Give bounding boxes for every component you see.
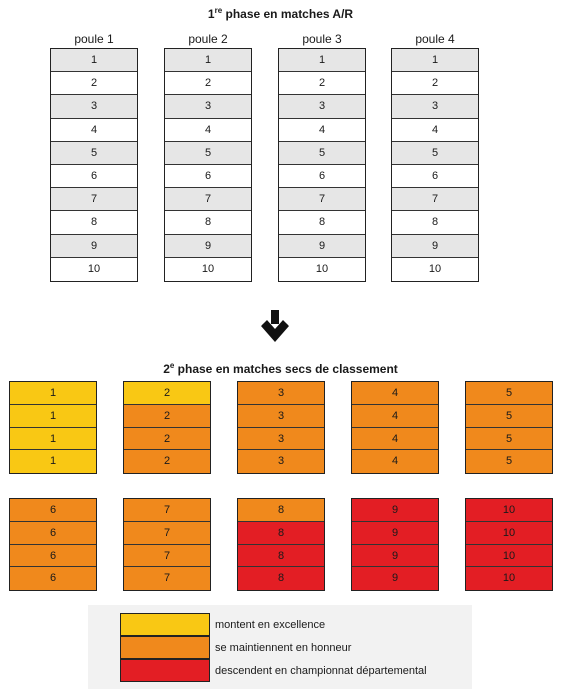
ranking-cell: 2: [124, 382, 210, 405]
pool-rank-row: 6: [279, 165, 365, 188]
pool-rank-row: 6: [392, 165, 478, 188]
pool-rank-row: 2: [392, 72, 478, 95]
pool-header: poule 3: [302, 32, 342, 46]
pool-rank-row: 9: [165, 235, 251, 258]
ranking-cell: 7: [124, 545, 210, 568]
ranking-group: [465, 498, 553, 591]
pool-rank-row: 7: [165, 188, 251, 211]
ranking-cell: 9: [352, 545, 438, 568]
pool-1: [50, 32, 138, 282]
ranking-cell: 2: [124, 428, 210, 451]
pool-rank-row: 10: [279, 258, 365, 281]
pool-table: [391, 48, 479, 282]
ranking-group: [9, 498, 97, 591]
ranking-cell: 3: [238, 428, 324, 451]
pool-rank-row: 3: [279, 95, 365, 118]
pool-rank-row: 7: [51, 188, 137, 211]
ranking-cell: 10: [466, 567, 552, 590]
pool-rank-row: 2: [165, 72, 251, 95]
phase2-title: 2e phase en matches secs de classement: [163, 361, 398, 376]
pool-rank-row: 4: [165, 119, 251, 142]
down-arrow-icon: [259, 308, 291, 344]
legend-swatch: [120, 636, 210, 659]
ranking-group: [123, 381, 211, 474]
pool-2: [164, 32, 252, 282]
ranking-cell: 5: [466, 382, 552, 405]
ranking-cell: 6: [10, 499, 96, 522]
pool-rank-row: 5: [165, 142, 251, 165]
pool-rank-row: 8: [279, 211, 365, 234]
pool-rank-row: 10: [165, 258, 251, 281]
phase1-title: 1re phase en matches A/R: [207, 6, 354, 21]
ranking-cell: 7: [124, 522, 210, 545]
pool-rank-row: 10: [392, 258, 478, 281]
pool-rank-row: 4: [51, 119, 137, 142]
ranking-cell: 3: [238, 382, 324, 405]
ranking-cell: 7: [124, 499, 210, 522]
ranking-cell: 6: [10, 522, 96, 545]
pool-rank-row: 4: [279, 119, 365, 142]
pool-rank-row: 2: [51, 72, 137, 95]
legend-label: se maintiennent en honneur: [215, 642, 352, 654]
ranking-group: [351, 498, 439, 591]
pool-table: [278, 48, 366, 282]
ranking-cell: 2: [124, 450, 210, 473]
pool-rank-row: 6: [51, 165, 137, 188]
legend-label: montent en excellence: [215, 619, 326, 631]
pool-rank-row: 10: [51, 258, 137, 281]
ranking-group: [465, 381, 553, 474]
ranking-group: [237, 498, 325, 591]
pool-3: [278, 32, 366, 282]
ranking-cell: 5: [466, 428, 552, 451]
pool-rank-row: 5: [51, 142, 137, 165]
pool-rank-row: 9: [279, 235, 365, 258]
pool-rank-row: 7: [392, 188, 478, 211]
pool-rank-row: 7: [279, 188, 365, 211]
ranking-cell: 1: [10, 405, 96, 428]
ranking-group: [9, 381, 97, 474]
ranking-cell: 3: [238, 450, 324, 473]
pool-rank-row: 1: [279, 49, 365, 72]
ranking-cell: 6: [10, 545, 96, 568]
legend-label: descendent en championnat départemental: [215, 665, 427, 677]
ranking-cell: 9: [352, 567, 438, 590]
ranking-cell: 5: [466, 450, 552, 473]
ranking-cell: 4: [352, 382, 438, 405]
pool-rank-row: 3: [392, 95, 478, 118]
pool-table: [164, 48, 252, 282]
legend-swatch: [120, 659, 210, 682]
pool-rank-row: 8: [51, 211, 137, 234]
ranking-group: [123, 498, 211, 591]
pool-rank-row: 3: [51, 95, 137, 118]
pool-rank-row: 8: [165, 211, 251, 234]
ranking-cell: 1: [10, 382, 96, 405]
pool-rank-row: 1: [51, 49, 137, 72]
ranking-cell: 8: [238, 545, 324, 568]
pool-rank-row: 1: [165, 49, 251, 72]
ranking-group: [351, 381, 439, 474]
ranking-cell: 9: [352, 522, 438, 545]
pool-rank-row: 8: [392, 211, 478, 234]
ranking-cell: 1: [10, 450, 96, 473]
pool-rank-row: 6: [165, 165, 251, 188]
ranking-cell: 7: [124, 567, 210, 590]
pool-header: poule 1: [74, 32, 114, 46]
ranking-cell: 9: [352, 499, 438, 522]
legend-swatch: [120, 613, 210, 636]
pool-rank-row: 5: [279, 142, 365, 165]
pool-4: [391, 32, 479, 282]
ranking-cell: 6: [10, 567, 96, 590]
ranking-cell: 10: [466, 499, 552, 522]
ranking-cell: 5: [466, 405, 552, 428]
pool-table: [50, 48, 138, 282]
pool-rank-row: 2: [279, 72, 365, 95]
pool-rank-row: 9: [392, 235, 478, 258]
ranking-cell: 10: [466, 545, 552, 568]
ranking-cell: 4: [352, 428, 438, 451]
ranking-cell: 1: [10, 428, 96, 451]
ranking-cell: 4: [352, 450, 438, 473]
pool-rank-row: 1: [392, 49, 478, 72]
ranking-cell: 10: [466, 522, 552, 545]
pool-rank-row: 4: [392, 119, 478, 142]
pool-header: poule 2: [188, 32, 228, 46]
ranking-cell: 8: [238, 522, 324, 545]
ranking-cell: 2: [124, 405, 210, 428]
pool-rank-row: 3: [165, 95, 251, 118]
pool-rank-row: 9: [51, 235, 137, 258]
ranking-group: [237, 381, 325, 474]
ranking-cell: 8: [238, 567, 324, 590]
ranking-cell: 3: [238, 405, 324, 428]
ranking-cell: 4: [352, 405, 438, 428]
pool-header: poule 4: [415, 32, 455, 46]
ranking-cell: 8: [238, 499, 324, 522]
pool-rank-row: 5: [392, 142, 478, 165]
